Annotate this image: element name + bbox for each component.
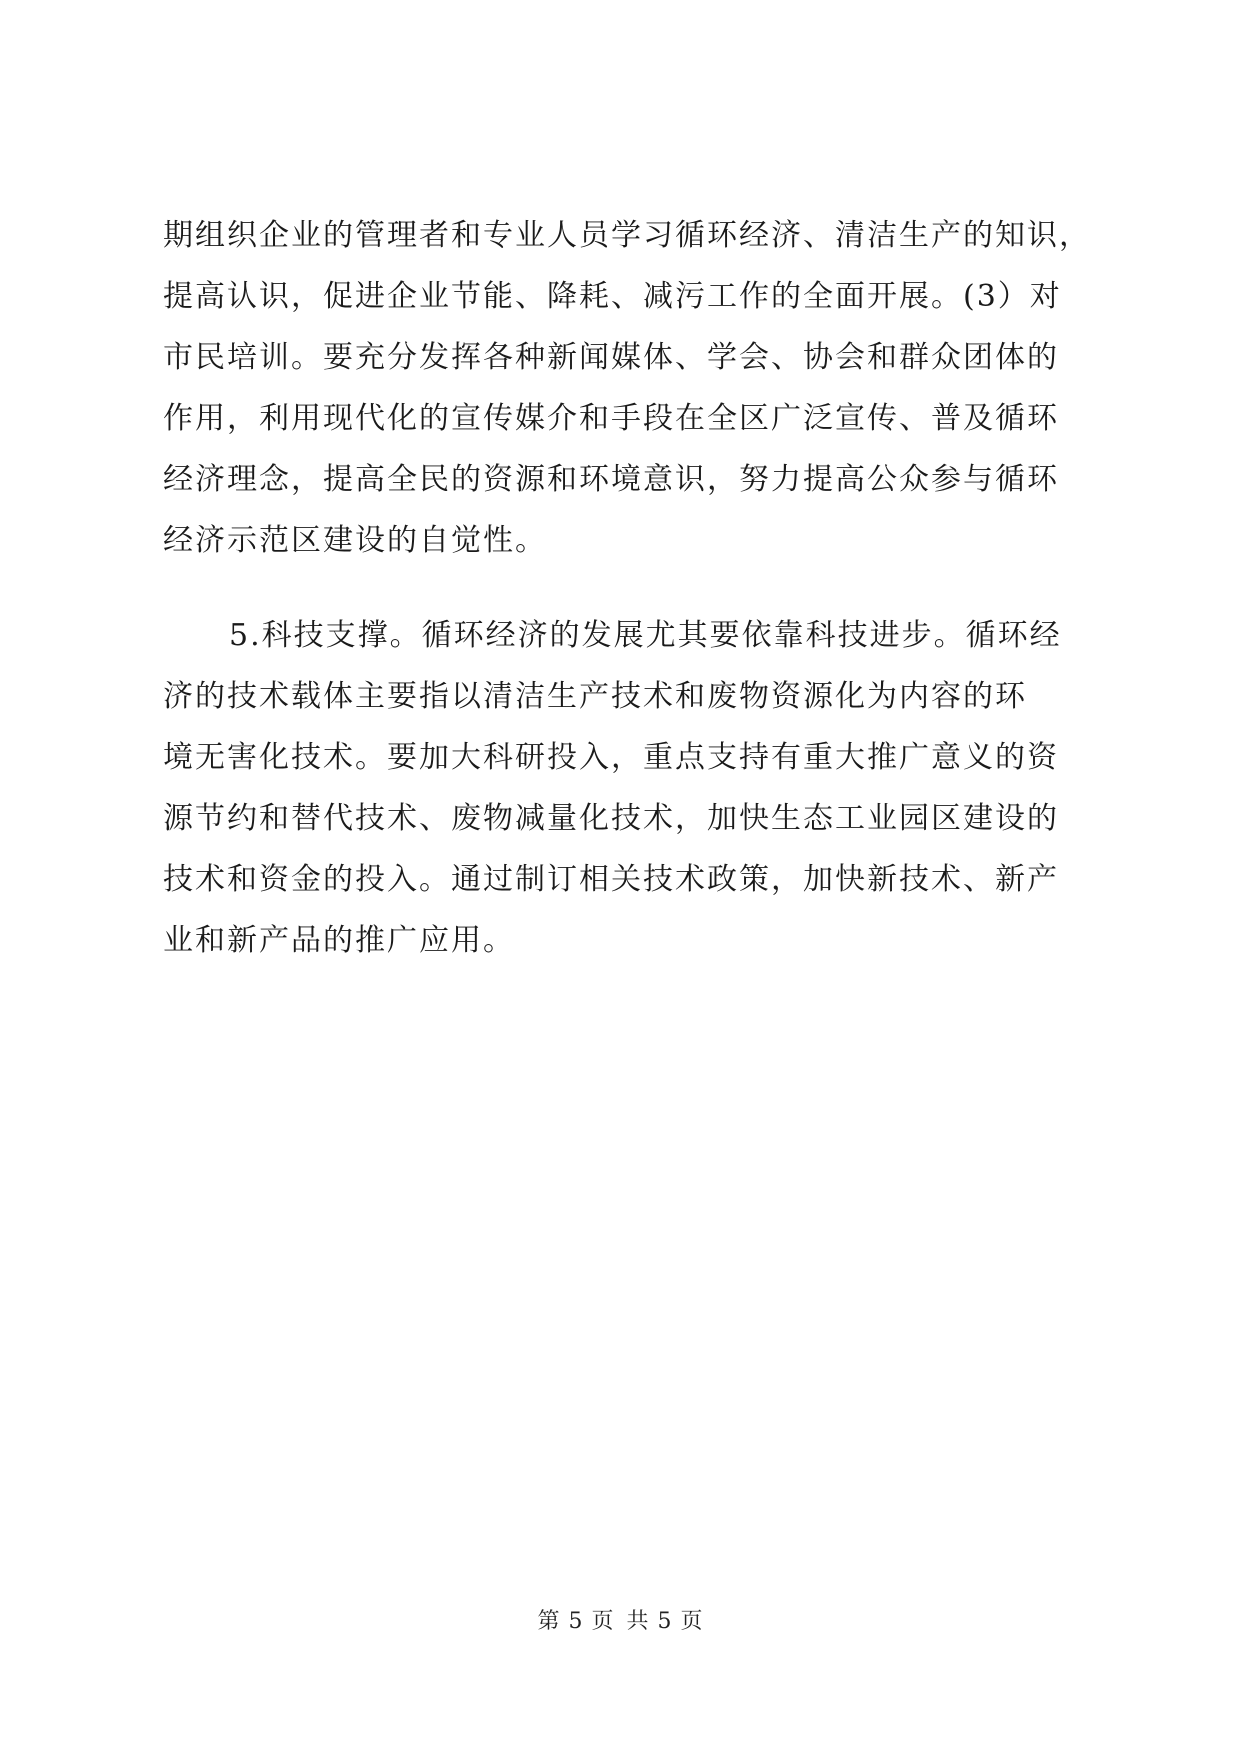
text-line: 提高认识，促进企业节能、降耗、减污工作的全面开展。(3）对 <box>163 279 1062 314</box>
page-footer <box>0 1604 1241 1635</box>
text-line: 业和新产品的推广应用。 <box>163 923 515 958</box>
text-line: 境无害化技术。要加大科研投入，重点支持有重大推广意义的资 <box>163 740 1059 775</box>
text-line: 经济示范区建设的自觉性。 <box>163 523 547 558</box>
paragraph-tech-support <box>163 605 1093 971</box>
text-line: 期组织企业的管理者和专业人员学习循环经济、清洁生产的知识， <box>163 218 1091 253</box>
paragraph-training <box>163 205 1093 571</box>
page-number: 第 5 页 <box>537 1609 615 1634</box>
text-line-indented: 5.科技支撑。循环经济的发展尤其要依靠科技进步。循环经 <box>229 618 1062 653</box>
text-line: 作用，利用现代化的宣传媒介和手段在全区广泛宣传、普及循环 <box>163 401 1059 436</box>
text-line: 技术和资金的投入。通过制订相关技术政策，加快新技术、新产 <box>163 862 1059 897</box>
text-line: 源节约和替代技术、废物减量化技术，加快生态工业园区建设的 <box>163 801 1059 836</box>
text-line: 经济理念，提高全民的资源和环境意识，努力提高公众参与循环 <box>163 462 1059 497</box>
text-line: 市民培训。要充分发挥各种新闻媒体、学会、协会和群众团体的 <box>163 340 1059 375</box>
text-line: 济的技术载体主要指以清洁生产技术和废物资源化为内容的环 <box>163 679 1027 714</box>
page-total: 共 5 页 <box>626 1609 704 1634</box>
